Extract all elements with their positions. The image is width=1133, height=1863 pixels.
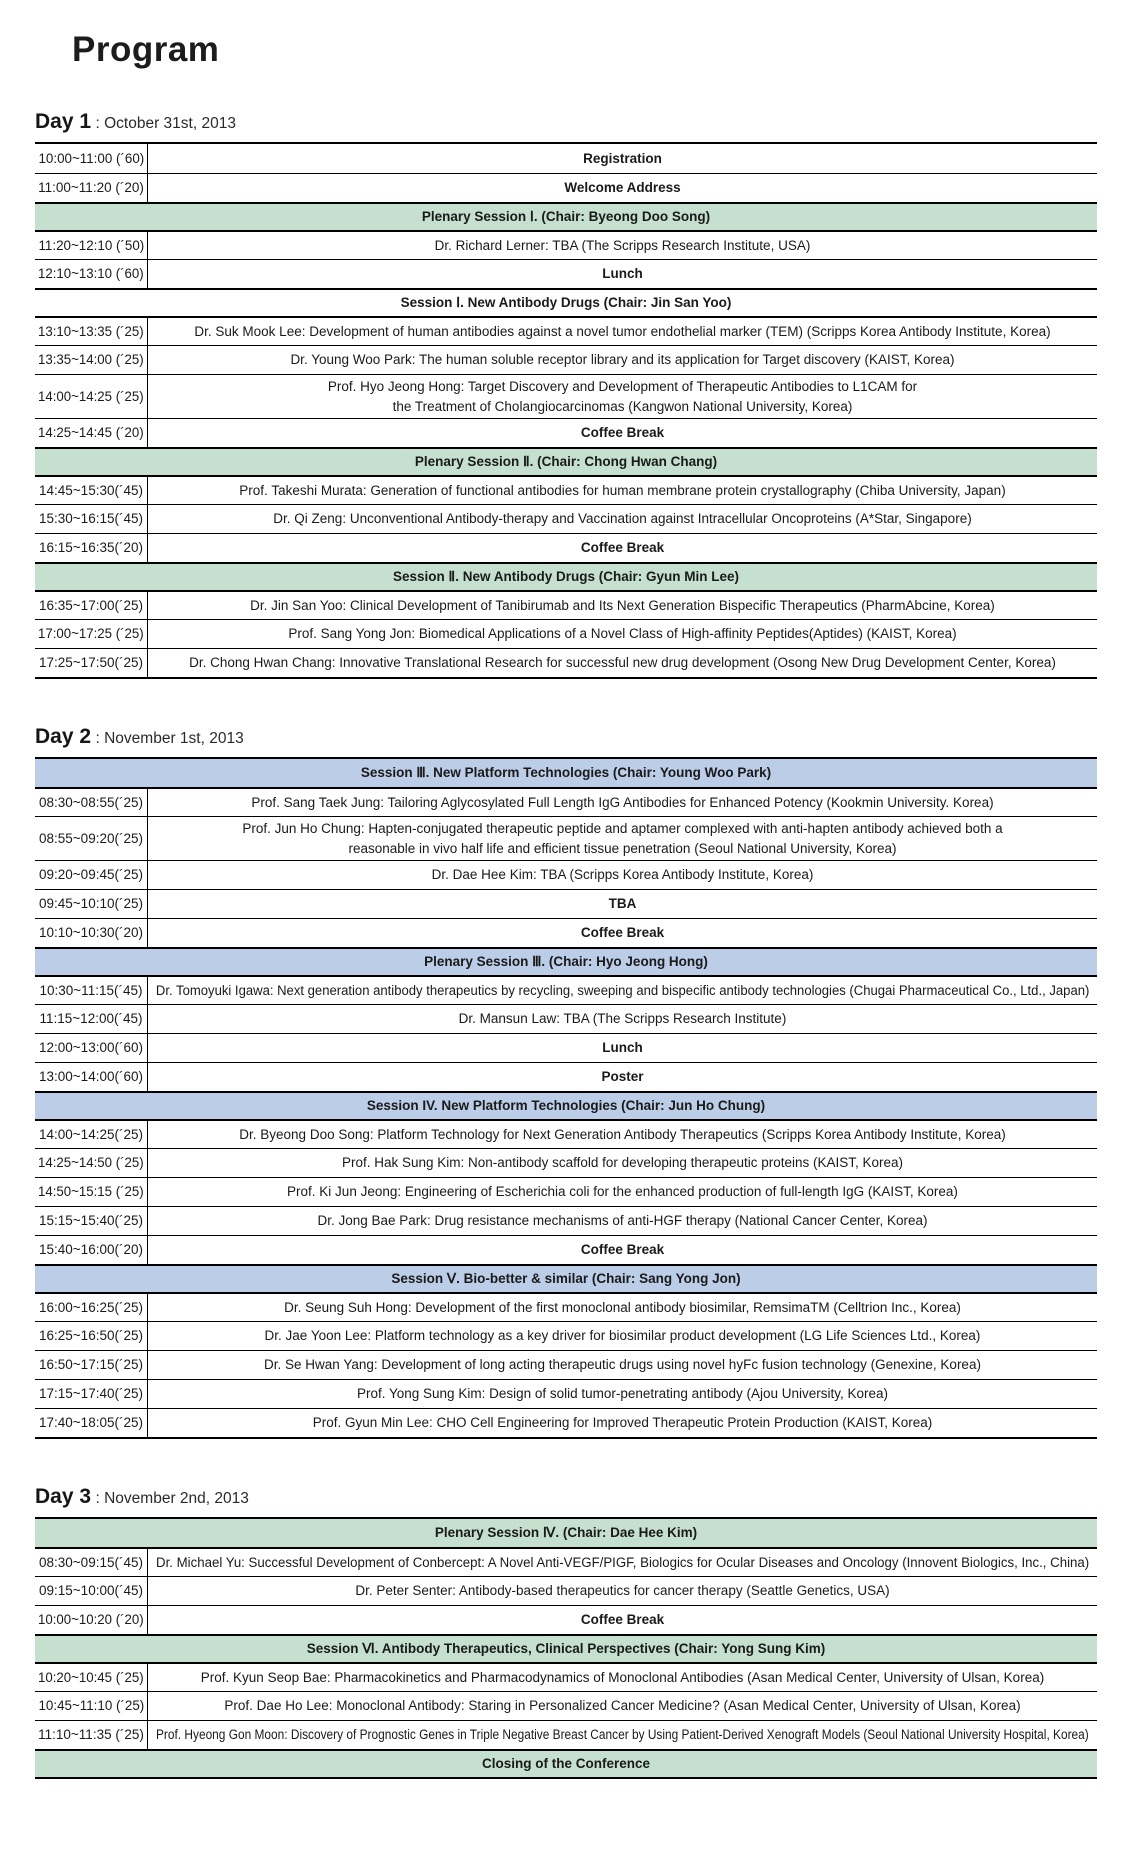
days-container (35, 110, 1097, 1779)
time-cell (35, 1294, 148, 1321)
time-cell (35, 1577, 148, 1605)
session-title-text: TBA (608, 896, 637, 912)
time-cell (35, 817, 148, 860)
schedule-row (35, 316, 1097, 345)
session-title-text: Dr. Jin San Yoo: Clinical Development of Tanibirumab and Its Next Generation Bispecific Therapeutics (PharmAbcine, Korea) (250, 597, 995, 613)
time-text: 14:50~15:15 (´25) (38, 1184, 144, 1200)
time-cell (35, 174, 148, 202)
schedule-row (35, 1576, 1097, 1605)
day-heading (35, 1485, 1097, 1509)
session-title-cell (148, 232, 1097, 259)
day-section (35, 725, 1097, 1439)
session-title-cell (148, 318, 1097, 345)
session-title-text: Dr. Seung Suh Hong: Development of the first monoclonal antibody biosimilar, RemsimaTM (Celltrion Inc., Korea) (284, 1299, 961, 1315)
session-title-cell (148, 419, 1097, 447)
session-title-cell (148, 1322, 1097, 1350)
session-header-text: Plenary Session Ⅱ. (Chair: Chong Hwan Chang) (414, 454, 718, 470)
time-text: 10:45~11:10 (´25) (38, 1698, 144, 1714)
session-title-cell (148, 1409, 1097, 1437)
schedule-row (35, 619, 1097, 648)
time-cell (35, 1549, 148, 1576)
session-title-cell (148, 1380, 1097, 1408)
session-title-text: Dr. Byeong Doo Song: Platform Technology for Next Generation Antibody Therapeutics (Scripps Korea Antibody Institute, Korea) (239, 1126, 1006, 1142)
schedule-row (35, 418, 1097, 447)
session-title-text: Dr. Jae Yoon Lee: Platform technology as a key driver for biosimilar product development (LG Life Sciences Ltd., Korea) (264, 1328, 981, 1344)
session-header-row (35, 202, 1097, 230)
time-cell (35, 861, 148, 889)
session-title-text: Prof. Hyo Jeong Hong: Target Discovery and Development of Therapeutic Antibodies to L1CAM for (327, 379, 918, 394)
session-header-text: Session Ⅰ. New Antibody Drugs (Chair: Jin San Yoo) (400, 295, 732, 311)
session-title-text: Dr. Jong Bae Park: Drug resistance mechanisms of anti-HGF therapy (National Cancer Center, Korea) (317, 1213, 928, 1229)
session-title-text: Coffee Break (580, 540, 665, 556)
time-text: 10:30~11:15(´45) (39, 982, 143, 998)
schedule-table (35, 757, 1097, 1439)
session-title-text: Dr. Se Hwan Yang: Development of long acting therapeutic drugs using novel hyFc fusion technology (Genexine, Korea) (264, 1357, 981, 1373)
day-date: : October 31st, 2013 (95, 115, 236, 132)
time-text: 17:40~18:05(´25) (39, 1415, 143, 1431)
session-title-cell (148, 1294, 1097, 1321)
time-text: 08:30~09:15(´45) (39, 1554, 143, 1570)
session-title-text: the Treatment of Cholangiocarcinomas (Kangwon National University, Korea) (392, 398, 853, 414)
session-title-text: Poster (601, 1069, 644, 1085)
schedule-row (35, 1691, 1097, 1720)
session-title-cell (148, 174, 1097, 202)
schedule-row (35, 1292, 1097, 1321)
schedule-row (35, 1235, 1097, 1264)
time-cell (35, 1721, 148, 1749)
time-text: 16:15~16:35(´20) (39, 540, 143, 556)
schedule-row (35, 374, 1097, 418)
time-cell (35, 419, 148, 447)
time-text: 09:20~09:45(´25) (39, 867, 143, 883)
schedule-row (35, 259, 1097, 288)
time-cell (35, 1149, 148, 1177)
session-header-row (35, 1264, 1097, 1292)
session-header-row (35, 947, 1097, 975)
session-title-cell (148, 1034, 1097, 1062)
session-title-cell (148, 1207, 1097, 1235)
time-cell (35, 1207, 148, 1235)
session-header-row (35, 1749, 1097, 1777)
session-title-text: Dr. Suk Mook Lee: Development of human antibodies against a novel tumor endothelial marker (TEM) (Scripps Korea Antibody Institute, Korea) (194, 323, 1051, 339)
session-header-text: Plenary Session Ⅳ. (Chair: Dae Hee Kim) (434, 1525, 698, 1541)
schedule-row (35, 504, 1097, 533)
schedule-row (35, 1206, 1097, 1235)
time-cell (35, 144, 148, 173)
schedule-row (35, 787, 1097, 816)
session-title-cell (148, 1236, 1097, 1264)
time-cell (35, 592, 148, 619)
session-header-row (35, 562, 1097, 590)
time-cell (35, 318, 148, 345)
schedule-row (35, 475, 1097, 504)
session-title-cell (148, 919, 1097, 947)
time-text: 12:00~13:00(´60) (39, 1040, 143, 1056)
time-cell (35, 620, 148, 648)
schedule-table (35, 1517, 1097, 1779)
schedule-row (35, 590, 1097, 619)
session-title-cell (148, 1063, 1097, 1091)
day-label: Day 1 (35, 110, 92, 133)
schedule-row (35, 889, 1097, 918)
time-text: 16:25~16:50(´25) (39, 1328, 143, 1344)
time-cell (35, 1034, 148, 1062)
time-cell (35, 1322, 148, 1350)
session-title-text: Dr. Dae Hee Kim: TBA (Scripps Korea Antibody Institute, Korea) (431, 867, 814, 883)
session-title-text: Coffee Break (580, 1242, 665, 1258)
schedule-row (35, 1177, 1097, 1206)
time-text: 17:15~17:40(´25) (39, 1386, 143, 1402)
time-text: 10:00~10:20 (´20) (38, 1612, 144, 1628)
schedule-row (35, 1033, 1097, 1062)
session-title-cell (148, 534, 1097, 562)
time-cell (35, 890, 148, 918)
session-title-cell (148, 861, 1097, 889)
session-title-cell (148, 346, 1097, 374)
time-cell (35, 505, 148, 533)
time-text: 14:45~15:30(´45) (39, 482, 143, 498)
session-title-text: Dr. Young Woo Park: The human soluble receptor library and its application for Target discovery (KAIST, Korea) (290, 352, 955, 368)
time-text: 10:20~10:45 (´25) (38, 1669, 144, 1685)
day-label: Day 3 (35, 1485, 92, 1509)
page-title: Program (72, 30, 220, 69)
session-title-text: Dr. Mansun Law: TBA (The Scripps Research Institute) (458, 1011, 787, 1027)
time-text: 09:45~10:10(´25) (39, 896, 143, 912)
time-cell (35, 534, 148, 562)
schedule-row (35, 1379, 1097, 1408)
time-text: 14:25~14:50 (´25) (38, 1155, 144, 1171)
time-text: 11:00~11:20 (´20) (38, 180, 144, 196)
session-title-text: Dr. Peter Senter: Antibody-based therapeutics for cancer therapy (Seattle Genetics, USA) (355, 1583, 890, 1599)
session-header-text: Session Ⅴ. Bio-better & similar (Chair: Sang Yong Jon) (391, 1271, 741, 1287)
session-title-cell (148, 477, 1097, 504)
session-title-cell (148, 592, 1097, 619)
schedule-row (35, 1062, 1097, 1091)
day-section (35, 110, 1097, 679)
time-text: 10:10~10:30(´20) (39, 925, 143, 941)
time-text: 11:15~12:00(´45) (39, 1011, 143, 1027)
session-title-cell (148, 375, 1097, 418)
time-cell (35, 375, 148, 418)
session-title-text: reasonable in vivo half life and efficient tissue penetration (Seoul National University, Korea) (348, 840, 897, 856)
session-title-text: Coffee Break (580, 1612, 665, 1628)
session-title-cell (148, 977, 1097, 1004)
session-title-text: Lunch (602, 1040, 643, 1056)
schedule-row (35, 860, 1097, 889)
session-header-text: Session Ⅵ. Antibody Therapeutics, Clinical Perspectives (Chair: Yong Sung Kim) (306, 1641, 826, 1657)
time-cell (35, 1409, 148, 1437)
schedule-row (35, 1119, 1097, 1148)
time-cell (35, 789, 148, 816)
time-cell (35, 346, 148, 374)
time-cell (35, 1236, 148, 1264)
time-text: 08:55~09:20(´25) (39, 830, 143, 846)
session-title-cell (148, 789, 1097, 816)
time-cell (35, 977, 148, 1004)
schedule-row (35, 230, 1097, 259)
session-title-text: Prof. Dae Ho Lee: Monoclonal Antibody: Staring in Personalized Cancer Medicine? (Asan Medical Center, University of Ulsan, Korea) (224, 1698, 1021, 1714)
time-text: 11:20~12:10 (´50) (38, 237, 144, 253)
schedule-row (35, 1408, 1097, 1437)
session-title-cell (148, 817, 1097, 860)
day-section (35, 1485, 1097, 1779)
time-cell (35, 1121, 148, 1148)
time-cell (35, 1178, 148, 1206)
schedule-row (35, 918, 1097, 947)
time-text: 14:00~14:25 (´25) (38, 388, 144, 404)
session-title-text: Prof. Ki Jun Jeong: Engineering of Escherichia coli for the enhanced production of full-length IgG (KAIST, Korea) (287, 1184, 958, 1200)
schedule-row (35, 1662, 1097, 1691)
session-title-cell (148, 505, 1097, 533)
session-header-text: Session Ⅲ. New Platform Technologies (Chair: Young Woo Park) (360, 765, 772, 781)
schedule-row (35, 1148, 1097, 1177)
session-header-row (35, 1634, 1097, 1662)
schedule-row (35, 533, 1097, 562)
schedule-row (35, 1350, 1097, 1379)
session-title-text: Dr. Tomoyuki Igawa: Next generation antibody therapeutics by recycling, sweeping and bispecific antibody technologies (Chugai Pharmaceutical Co., Ltd., Japan) (155, 982, 1090, 998)
session-title-text: Dr. Michael Yu: Successful Development of Conbercept: A Novel Anti-VEGF/PIGF, Biologics for Ocular Diseases and Oncology (Innovent Biologics, Inc., China) (155, 1554, 1090, 1570)
time-cell (35, 232, 148, 259)
day-label: Day 2 (35, 725, 92, 749)
time-cell (35, 1664, 148, 1691)
time-text: 15:15~15:40(´25) (39, 1213, 143, 1229)
session-title-cell (148, 649, 1097, 677)
time-text: 13:35~14:00 (´25) (38, 352, 144, 368)
time-cell (35, 1380, 148, 1408)
time-text: 14:00~14:25(´25) (39, 1126, 143, 1142)
day-date: : November 1st, 2013 (95, 730, 244, 748)
schedule-row (35, 173, 1097, 202)
time-text: 13:10~13:35 (´25) (38, 323, 144, 339)
schedule-row (35, 1605, 1097, 1634)
session-title-cell (148, 144, 1097, 173)
session-header-text: Session IV. New Platform Technologies (Chair: Jun Ho Chung) (366, 1098, 766, 1114)
schedule-row (35, 345, 1097, 374)
schedule-row (35, 1004, 1097, 1033)
session-title-text: Dr. Qi Zeng: Unconventional Antibody-therapy and Vaccination against Intracellular Oncoproteins (A*Star, Singapore) (273, 511, 972, 527)
time-cell (35, 1063, 148, 1091)
session-title-cell (148, 1005, 1097, 1033)
session-header-row (35, 288, 1097, 316)
schedule-row (35, 1547, 1097, 1576)
schedule-row (35, 816, 1097, 860)
session-title-cell (148, 1721, 1097, 1749)
day-heading (35, 725, 1097, 749)
time-text: 13:00~14:00(´60) (39, 1069, 143, 1085)
schedule-row (35, 975, 1097, 1004)
session-title-cell (148, 1606, 1097, 1634)
time-cell (35, 919, 148, 947)
time-text: 16:35~17:00(´25) (39, 597, 143, 613)
day-date: : November 2nd, 2013 (95, 1490, 249, 1508)
session-header-text: Plenary Session Ⅲ. (Chair: Hyo Jeong Hong) (424, 954, 708, 970)
session-title-text: Prof. Takeshi Murata: Generation of functional antibodies for human membrane protein crystallography (Chiba University, Japan) (239, 482, 1006, 498)
session-header-text: Session Ⅱ. New Antibody Drugs (Chair: Gyun Min Lee) (393, 569, 739, 585)
time-cell (35, 260, 148, 288)
session-header-row (35, 759, 1097, 787)
session-title-cell (148, 1121, 1097, 1148)
session-header-row (35, 1091, 1097, 1119)
time-text: 10:00~11:00 (´60) (38, 150, 144, 166)
time-cell (35, 1692, 148, 1720)
time-text: 16:00~16:25(´25) (39, 1299, 143, 1315)
session-title-cell (148, 1149, 1097, 1177)
session-title-cell (148, 1692, 1097, 1720)
time-cell (35, 1351, 148, 1379)
time-text: 16:50~17:15(´25) (39, 1357, 143, 1373)
session-title-text: Prof. Hyeong Gon Moon: Discovery of Prognostic Genes in Triple Negative Breast Cancer by Using Patient-Derived Xenograft Models (Seoul National University Hospital, Korea) (156, 1727, 1089, 1743)
schedule-table (35, 142, 1097, 679)
session-title-text: Coffee Break (580, 925, 665, 941)
time-cell (35, 477, 148, 504)
time-text: 12:10~13:10 (´60) (38, 266, 144, 282)
session-header-text: Plenary Session Ⅰ. (Chair: Byeong Doo Song) (421, 209, 711, 225)
session-title-text: Dr. Richard Lerner: TBA (The Scripps Research Institute, USA) (434, 237, 811, 253)
time-cell (35, 1005, 148, 1033)
session-title-text: Prof. Jun Ho Chung: Hapten-conjugated therapeutic peptide and aptamer complexed with anti-hapten antibody achieved both a (242, 821, 1003, 837)
schedule-row (35, 648, 1097, 677)
session-title-text: Welcome Address (564, 180, 681, 196)
session-title-cell (148, 620, 1097, 648)
session-header-text: Closing of the Conference (481, 1756, 650, 1772)
session-title-text: Prof. Sang Yong Jon: Biomedical Applications of a Novel Class of High-affinity Peptides(Aptides) (KAIST, Korea) (288, 626, 957, 642)
session-title-text: Coffee Break (580, 425, 665, 441)
session-title-cell (148, 1178, 1097, 1206)
schedule-row (35, 144, 1097, 173)
session-title-cell (148, 1577, 1097, 1605)
day-heading (35, 110, 1097, 134)
session-title-cell (148, 1664, 1097, 1691)
session-header-row (35, 447, 1097, 475)
schedule-row (35, 1720, 1097, 1749)
session-title-text: Prof. Gyun Min Lee: CHO Cell Engineering for Improved Therapeutic Protein Production (KAIST, Korea) (312, 1415, 933, 1431)
time-text: 17:25~17:50(´25) (39, 655, 143, 671)
session-title-cell (148, 260, 1097, 288)
session-title-cell (148, 890, 1097, 918)
time-text: 14:25~14:45 (´20) (38, 425, 144, 441)
session-title-cell (148, 1351, 1097, 1379)
session-header-row (35, 1519, 1097, 1547)
session-title-text: Prof. Hak Sung Kim: Non-antibody scaffold for developing therapeutic proteins (KAIST, Korea) (341, 1155, 904, 1171)
session-title-text: Prof. Sang Taek Jung: Tailoring Aglycosylated Full Length IgG Antibodies for Enhanced Potency (Kookmin University. Korea) (251, 794, 994, 810)
session-title-text: Prof. Kyun Seop Bae: Pharmacokinetics and Pharmacodynamics of Monoclonal Antibodies (Asan Medical Center, University of Ulsan, Korea) (200, 1669, 1045, 1685)
session-title-text: Registration (583, 150, 662, 166)
time-text: 15:40~16:00(´20) (39, 1242, 143, 1258)
session-title-text: Lunch (602, 266, 643, 282)
time-text: 11:10~11:35 (´25) (38, 1727, 144, 1743)
session-title-cell (148, 1549, 1097, 1576)
session-title-text: Dr. Chong Hwan Chang: Innovative Translational Research for successful new drug development (Osong New Drug Development Center, Korea) (189, 655, 1056, 671)
time-text: 09:15~10:00(´45) (39, 1583, 143, 1599)
time-text: 17:00~17:25 (´25) (38, 626, 144, 642)
time-cell (35, 1606, 148, 1634)
time-text: 08:30~08:55(´25) (39, 794, 143, 810)
session-title-text: Prof. Yong Sung Kim: Design of solid tumor-penetrating antibody (Ajou University, Korea) (356, 1386, 889, 1402)
schedule-row (35, 1321, 1097, 1350)
time-cell (35, 649, 148, 677)
time-text: 15:30~16:15(´45) (39, 511, 143, 527)
